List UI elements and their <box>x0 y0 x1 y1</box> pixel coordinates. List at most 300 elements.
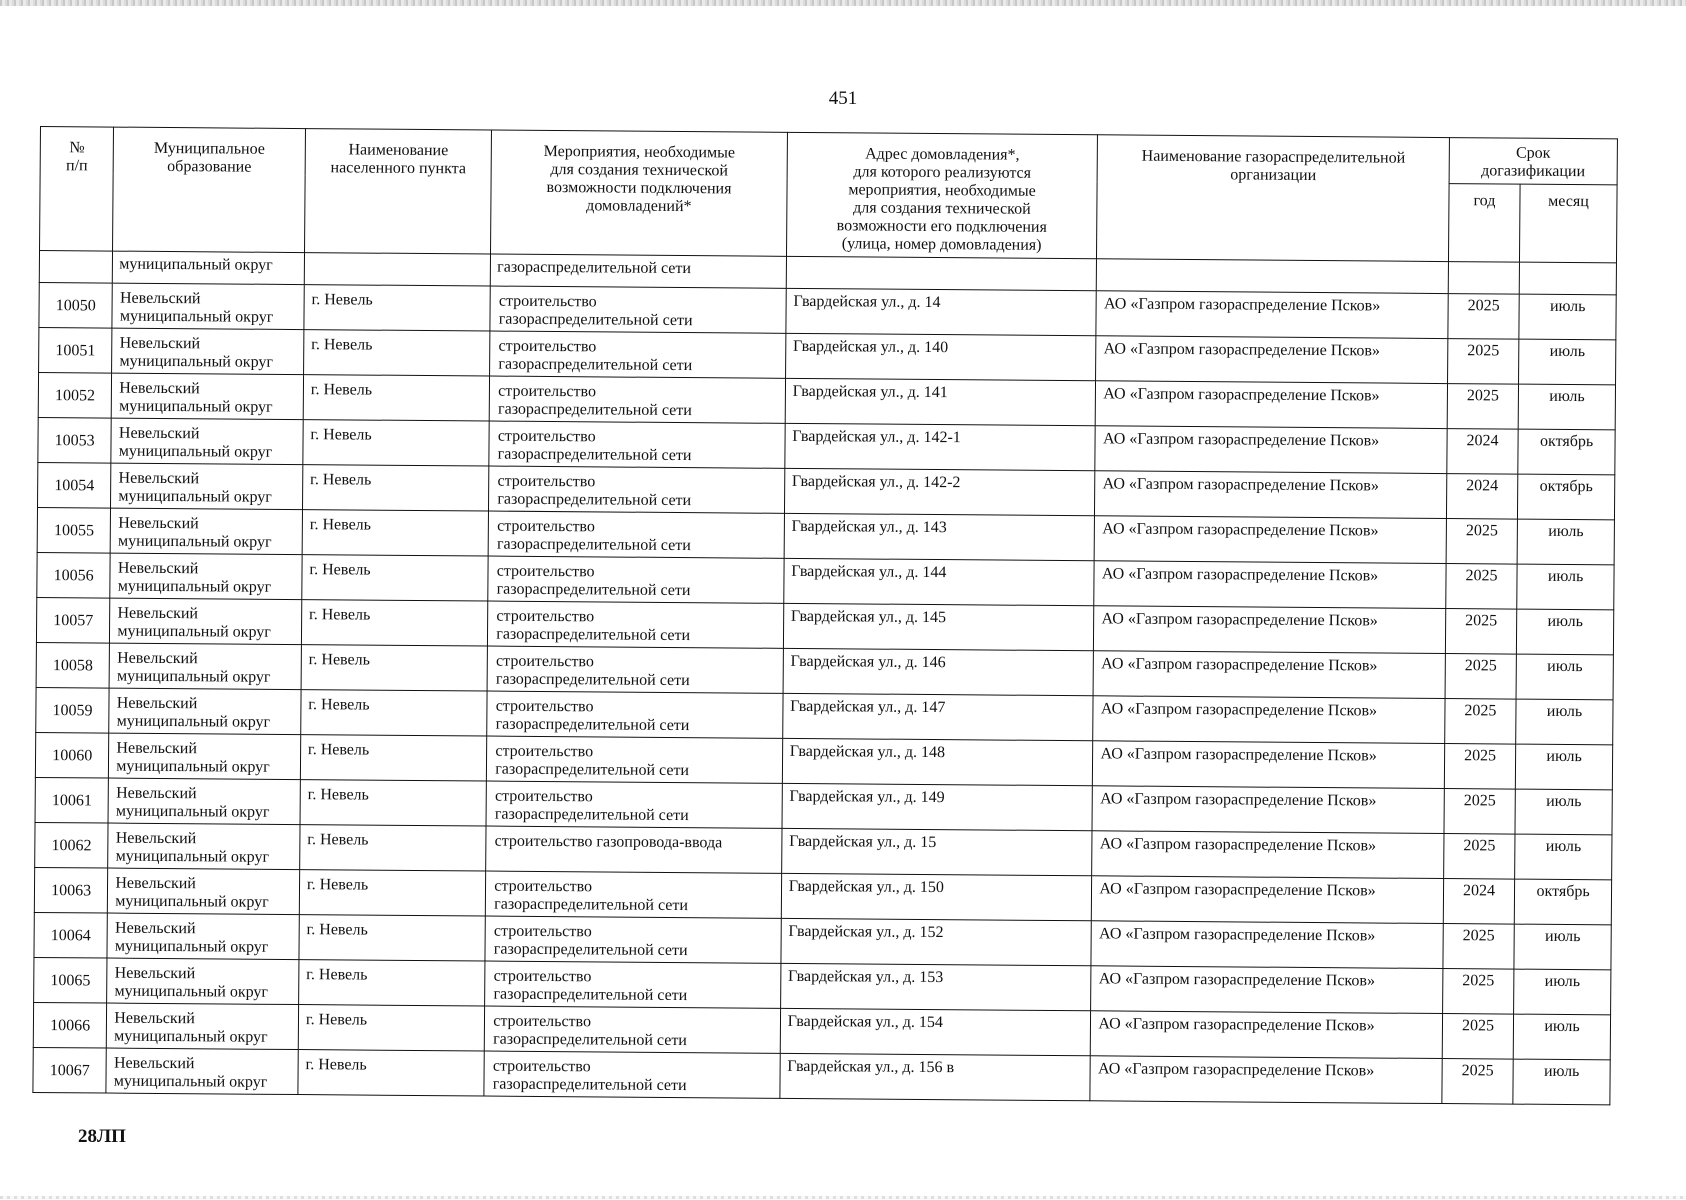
header-address-label: Адрес домовладения*, для которого реализуются мероприятия, необходимые для создания технической возможности его подключения (улица, номер домовладения) <box>836 145 1047 254</box>
row-organization-cell <box>1096 336 1448 384</box>
row-number: 10053 <box>54 432 95 450</box>
row-municipality-cell <box>109 733 301 780</box>
row-municipality-cell <box>109 688 301 735</box>
row-month: июль <box>1544 1017 1580 1036</box>
header-measures <box>491 130 787 256</box>
row-address-cell <box>783 558 1094 605</box>
row-month: октябрь <box>1540 432 1594 451</box>
row-locality: г. Невель <box>307 786 369 804</box>
row-number: 10064 <box>50 927 91 945</box>
row-locality: г. Невель <box>308 651 371 669</box>
row-locality: г. Невель <box>310 471 372 489</box>
row-measures-cell <box>486 871 782 918</box>
row-locality: г. Невель <box>307 831 369 849</box>
row-address-cell <box>783 648 1094 695</box>
row-measures: строительство газораспределительной сети <box>494 787 689 825</box>
row-year: 2025 <box>1464 702 1497 720</box>
row-locality-cell <box>303 375 490 421</box>
cont-month-cell <box>1519 262 1616 295</box>
row-locality-cell <box>299 870 486 916</box>
row-year-cell <box>1448 294 1520 340</box>
header-year <box>1448 184 1520 263</box>
row-municipality-cell <box>107 913 299 960</box>
row-measures: строительство газораспределительной сети <box>493 1012 687 1050</box>
row-address-cell <box>785 378 1096 425</box>
row-municipality-cell <box>110 508 302 555</box>
row-year-cell <box>1447 384 1519 430</box>
row-address: Гвардейская ул., д. 142-2 <box>791 472 961 492</box>
row-municipality: Невельский муниципальный округ <box>117 559 272 596</box>
row-address: Гвардейская ул., д. 150 <box>788 877 945 897</box>
row-year: 2025 <box>1467 297 1500 315</box>
row-locality-cell <box>302 510 489 556</box>
row-measures: строительство газораспределительной сети <box>493 922 688 960</box>
row-locality-cell <box>302 465 489 511</box>
cont-municipality-cell <box>113 251 305 285</box>
header-deadline <box>1449 138 1617 185</box>
row-year-cell <box>1442 969 1514 1015</box>
header-organization <box>1097 135 1449 262</box>
row-locality: г. Невель <box>309 516 372 534</box>
row-municipality-cell <box>112 283 304 330</box>
row-address: Гвардейская ул., д. 148 <box>789 742 946 762</box>
row-organization: АО «Газпром газораспределение Псков» <box>1098 970 1376 990</box>
row-month: июль <box>1549 387 1585 406</box>
row-month: октябрь <box>1536 882 1590 901</box>
row-month-cell <box>1516 654 1613 700</box>
row-measures: строительство газораспределительной сети <box>495 652 690 690</box>
row-locality-cell <box>302 555 489 601</box>
row-municipality: Невельский муниципальный округ <box>118 514 272 551</box>
row-address-cell <box>781 873 1092 920</box>
row-address-cell <box>785 333 1096 380</box>
row-year: 2025 <box>1465 567 1498 585</box>
row-locality: г. Невель <box>311 291 373 309</box>
row-organization-cell <box>1092 876 1444 924</box>
row-measures-cell <box>486 826 782 873</box>
row-municipality: Невельский муниципальный округ <box>116 739 270 776</box>
row-address-cell <box>784 468 1095 515</box>
row-measures: строительство газораспределительной сети <box>498 382 692 420</box>
row-organization: АО «Газпром газораспределение Псков» <box>1102 520 1379 540</box>
row-number-cell <box>39 282 113 328</box>
row-number: 10055 <box>53 522 95 540</box>
row-number: 10058 <box>52 657 93 675</box>
row-number: 10056 <box>53 567 94 585</box>
row-organization-cell <box>1093 696 1445 744</box>
row-organization: АО «Газпром газораспределение Псков» <box>1101 655 1378 675</box>
row-year: 2025 <box>1461 1017 1495 1035</box>
row-year: 2025 <box>1463 837 1496 855</box>
page-number: 451 <box>828 88 858 109</box>
row-municipality-cell <box>107 1003 299 1050</box>
row-number: 10060 <box>52 747 93 765</box>
row-municipality-cell <box>108 823 300 870</box>
row-organization-cell <box>1093 741 1445 789</box>
row-locality-cell <box>298 1005 485 1051</box>
row-number-cell <box>35 732 109 778</box>
row-number: 10052 <box>54 387 96 405</box>
row-number-cell <box>38 417 112 463</box>
row-number-cell <box>38 372 112 418</box>
row-locality: г. Невель <box>310 426 372 444</box>
row-organization: АО «Газпром газораспределение Псков» <box>1101 565 1379 585</box>
row-measures-cell <box>490 331 786 378</box>
row-organization-cell <box>1094 561 1446 609</box>
row-number: 10067 <box>49 1062 90 1080</box>
row-number-cell <box>34 867 108 913</box>
row-month-cell <box>1515 789 1612 835</box>
scan-edge-top <box>0 0 1686 6</box>
row-organization: АО «Газпром газораспределение Псков» <box>1100 745 1377 765</box>
row-month: июль <box>1544 972 1581 991</box>
row-address-cell <box>781 918 1092 965</box>
row-month: июль <box>1545 837 1582 856</box>
row-locality-cell <box>298 960 485 1006</box>
row-address: Гвардейская ул., д. 145 <box>790 607 947 627</box>
row-locality-cell <box>299 915 486 961</box>
row-number-cell <box>36 597 110 643</box>
row-year: 2025 <box>1467 342 1500 360</box>
row-municipality: Невельский муниципальный округ <box>119 289 274 326</box>
row-number: 10066 <box>50 1017 91 1035</box>
row-number-cell <box>33 1047 107 1093</box>
row-organization: АО «Газпром газораспределение Псков» <box>1099 880 1376 900</box>
row-address: Гвардейская ул., д. 141 <box>792 382 948 402</box>
row-number: 10050 <box>55 297 96 315</box>
row-measures-cell <box>489 466 785 513</box>
row-number-cell <box>34 957 108 1003</box>
cont-municipality: муниципальный округ <box>119 255 273 274</box>
cont-address-cell <box>786 256 1097 290</box>
row-number-cell <box>35 822 109 868</box>
row-locality-cell <box>300 735 487 781</box>
row-locality: г. Невель <box>307 741 370 759</box>
row-month-cell <box>1519 294 1616 340</box>
row-locality: г. Невель <box>309 561 371 579</box>
row-year-cell <box>1443 834 1515 880</box>
row-number-cell <box>36 687 110 733</box>
row-measures: строительство газораспределительной сети <box>496 517 691 555</box>
row-municipality-cell <box>112 373 304 420</box>
row-month: июль <box>1547 567 1584 586</box>
row-year: 2024 <box>1466 432 1499 450</box>
row-year-cell <box>1443 924 1515 970</box>
row-address-cell <box>782 693 1093 740</box>
row-month: июль <box>1548 522 1584 541</box>
row-month-cell <box>1514 969 1611 1015</box>
row-year-cell <box>1442 1059 1514 1105</box>
row-locality-cell <box>301 600 488 646</box>
row-organization: АО «Газпром газораспределение Псков» <box>1101 610 1378 630</box>
row-measures: строительство газораспределительной сети <box>498 337 693 375</box>
row-address: Гвардейская ул., д. 147 <box>790 697 946 717</box>
row-organization: АО «Газпром газораспределение Псков» <box>1099 925 1376 945</box>
cont-measures-cell <box>491 254 787 288</box>
row-year-cell <box>1447 339 1519 385</box>
row-month: июль <box>1546 747 1582 766</box>
row-address-cell <box>786 288 1097 335</box>
row-measures-cell <box>488 511 784 558</box>
row-organization-cell <box>1092 786 1444 834</box>
row-measures-cell <box>490 286 786 333</box>
row-number: 10061 <box>51 792 92 810</box>
row-year: 2025 <box>1463 792 1496 810</box>
row-organization-cell <box>1093 651 1445 699</box>
row-address: Гвардейская ул., д. 154 <box>787 1012 943 1032</box>
header-year-label: год <box>1473 192 1496 210</box>
gasification-table <box>32 126 1618 1105</box>
row-organization: АО «Газпром газораспределение Псков» <box>1099 835 1377 855</box>
row-municipality-cell <box>108 778 300 825</box>
row-locality: г. Невель <box>306 876 369 894</box>
cont-measures: газораспределительной сети <box>497 258 692 278</box>
row-municipality: Невельский муниципальный округ <box>119 379 273 416</box>
row-year-cell <box>1446 519 1518 565</box>
row-municipality: Невельский муниципальный округ <box>115 874 269 911</box>
row-measures: строительство газораспределительной сети <box>493 967 688 1005</box>
row-month-cell <box>1518 474 1615 520</box>
row-month-cell <box>1517 564 1614 610</box>
row-organization-cell <box>1091 966 1443 1014</box>
row-organization-cell <box>1091 921 1443 969</box>
row-locality: г. Невель <box>308 696 370 714</box>
row-municipality: Невельский муниципальный округ <box>115 784 270 821</box>
row-year: 2024 <box>1466 477 1499 495</box>
row-month-cell <box>1517 609 1614 655</box>
row-number: 10057 <box>53 612 94 630</box>
row-measures: строительство газораспределительной сети <box>494 877 689 915</box>
row-measures-cell <box>485 961 781 1008</box>
row-measures-cell <box>489 376 785 423</box>
row-municipality: Невельский муниципальный округ <box>113 1054 268 1091</box>
row-locality: г. Невель <box>308 606 371 624</box>
row-municipality: Невельский муниципальный округ <box>117 604 271 641</box>
row-year-cell <box>1445 609 1517 655</box>
row-number-cell <box>39 327 113 373</box>
row-municipality: Невельский муниципальный округ <box>114 1009 268 1046</box>
row-number: 10051 <box>55 342 96 360</box>
row-measures: строительство газораспределительной сети <box>495 742 690 780</box>
row-number-cell <box>34 912 108 958</box>
row-number-cell <box>33 1002 107 1048</box>
document-code: 28ЛП <box>78 1126 126 1147</box>
row-address: Гвардейская ул., д. 140 <box>792 337 949 357</box>
row-municipality: Невельский муниципальный округ <box>118 424 273 461</box>
row-organization: АО «Газпром газораспределение Псков» <box>1097 1060 1375 1080</box>
row-month-cell <box>1518 384 1615 430</box>
row-measures: строительство газораспределительной сети <box>498 292 693 330</box>
row-address: Гвардейская ул., д. 144 <box>791 562 947 582</box>
row-municipality: Невельский муниципальный округ <box>116 694 271 731</box>
header-municipality-label: Муниципальное образование <box>153 139 266 176</box>
row-organization-cell <box>1092 831 1444 879</box>
row-locality: г. Невель <box>305 1056 367 1074</box>
row-address-cell <box>782 738 1093 785</box>
row-address: Гвардейская ул., д. 146 <box>790 652 946 672</box>
row-organization: АО «Газпром газораспределение Псков» <box>1103 340 1380 360</box>
row-year-cell <box>1443 879 1515 925</box>
row-locality-cell <box>298 1050 485 1096</box>
header-deadline-label: Срок догазификации <box>1481 144 1586 181</box>
row-number: 10062 <box>51 837 92 855</box>
row-address-cell <box>780 1008 1091 1055</box>
scan-edge-bottom <box>0 1196 1686 1199</box>
row-year: 2025 <box>1464 747 1497 765</box>
row-measures-cell <box>488 556 784 603</box>
header-locality-label: Наименование населенного пункта <box>330 141 467 178</box>
row-municipality-cell <box>109 643 301 690</box>
row-month-cell <box>1513 1059 1610 1105</box>
row-measures: строительство газораспределительной сети <box>497 427 692 465</box>
row-locality-cell <box>303 420 490 466</box>
row-number-cell <box>35 777 109 823</box>
row-month-cell <box>1515 744 1612 790</box>
row-municipality-cell <box>107 958 299 1005</box>
row-locality-cell <box>300 780 487 826</box>
row-month: июль <box>1549 297 1586 316</box>
row-measures-cell <box>485 1006 781 1053</box>
row-month: июль <box>1547 657 1583 676</box>
row-organization: АО «Газпром газораспределение Псков» <box>1100 700 1378 720</box>
row-measures-cell <box>489 421 785 468</box>
row-organization: АО «Газпром газораспределение Псков» <box>1102 475 1379 495</box>
cont-organization-cell <box>1097 259 1449 294</box>
row-measures: строительство газораспределительной сети <box>497 472 692 510</box>
header-organization-label: Наименование газораспределительной организации <box>1141 147 1406 185</box>
row-month: октябрь <box>1539 477 1593 496</box>
row-address-cell <box>782 783 1093 830</box>
row-year-cell <box>1444 744 1516 790</box>
row-measures-cell <box>485 916 781 963</box>
row-locality-cell <box>301 690 488 736</box>
row-address: Гвардейская ул., д. 149 <box>789 787 945 807</box>
row-year: 2025 <box>1465 612 1498 630</box>
row-address: Гвардейская ул., д. 152 <box>788 922 944 942</box>
row-measures-cell <box>487 736 783 783</box>
row-month-cell <box>1513 1014 1610 1060</box>
row-municipality: Невельский муниципальный округ <box>114 919 269 956</box>
row-month: июль <box>1544 927 1581 946</box>
row-month-cell <box>1514 924 1611 970</box>
row-month: июль <box>1543 1062 1580 1081</box>
row-locality-cell <box>301 645 488 691</box>
row-address-cell <box>780 1053 1091 1100</box>
row-locality-cell <box>303 330 490 376</box>
row-municipality-cell <box>111 418 303 465</box>
row-month: июль <box>1547 612 1584 631</box>
row-municipality-cell <box>112 328 304 375</box>
row-measures-cell <box>488 601 784 648</box>
row-month-cell <box>1519 339 1616 385</box>
row-municipality-cell <box>110 598 302 645</box>
row-address-cell <box>780 963 1091 1010</box>
row-month-cell <box>1514 879 1611 925</box>
row-month-cell <box>1518 429 1615 475</box>
row-organization-cell <box>1095 426 1447 474</box>
cont-year-cell <box>1448 262 1520 295</box>
row-municipality-cell <box>111 463 303 510</box>
row-year-cell <box>1445 699 1517 745</box>
row-month: июль <box>1546 702 1583 721</box>
row-measures-cell <box>486 781 782 828</box>
row-number: 10054 <box>54 477 95 495</box>
row-year: 2025 <box>1466 387 1499 405</box>
row-municipality-cell <box>108 868 300 915</box>
row-measures: строительство газопровода-ввода <box>494 832 723 852</box>
row-number-cell <box>38 462 112 508</box>
row-municipality: Невельский муниципальный округ <box>118 469 272 506</box>
row-municipality: Невельский муниципальный округ <box>115 829 270 866</box>
row-measures-cell <box>484 1051 780 1098</box>
cont-locality-cell <box>304 253 491 286</box>
row-address: Гвардейская ул., д. 142-1 <box>792 427 961 447</box>
row-organization-cell <box>1091 1011 1443 1059</box>
row-organization: АО «Газпром газораспределение Псков» <box>1103 385 1380 405</box>
row-year-cell <box>1445 654 1517 700</box>
row-number: 10063 <box>51 882 92 900</box>
row-municipality-cell <box>106 1048 298 1095</box>
row-organization-cell <box>1095 516 1447 564</box>
row-year: 2025 <box>1461 1062 1494 1080</box>
row-organization: АО «Газпром газораспределение Псков» <box>1102 430 1380 450</box>
row-year-cell <box>1444 789 1516 835</box>
row-year: 2024 <box>1462 882 1496 900</box>
row-address: Гвардейская ул., д. 14 <box>793 292 941 312</box>
row-month-cell <box>1517 519 1614 565</box>
row-organization-cell <box>1096 381 1448 429</box>
row-address-cell <box>785 423 1096 470</box>
row-address-cell <box>783 603 1094 650</box>
row-year-cell <box>1447 429 1519 475</box>
row-locality: г. Невель <box>305 1011 368 1029</box>
header-num-label: № п/п <box>65 139 88 175</box>
row-organization: АО «Газпром газораспределение Псков» <box>1103 295 1381 315</box>
row-locality: г. Невель <box>306 921 368 939</box>
row-address: Гвардейская ул., д. 143 <box>791 517 947 537</box>
row-measures: строительство газораспределительной сети <box>495 697 690 735</box>
row-organization: АО «Газпром газораспределение Псков» <box>1098 1015 1375 1035</box>
row-number-cell <box>36 642 110 688</box>
row-measures: строительство газораспределительной сети <box>496 607 691 645</box>
row-measures-cell <box>487 691 783 738</box>
row-year: 2025 <box>1462 927 1495 945</box>
row-number: 10065 <box>50 972 91 990</box>
row-number-cell <box>37 507 111 553</box>
header-address <box>786 132 1098 258</box>
row-municipality: Невельский муниципальный округ <box>119 334 274 371</box>
header-num <box>40 127 114 252</box>
header-municipality <box>113 127 305 253</box>
row-month: июль <box>1546 792 1582 811</box>
row-organization: АО «Газпром газораспределение Псков» <box>1100 790 1377 810</box>
row-organization-cell <box>1094 606 1446 654</box>
row-address: Гвардейская ул., д. 153 <box>787 967 944 987</box>
row-measures: строительство газораспределительной сети <box>496 562 691 600</box>
row-municipality-cell <box>110 553 302 600</box>
row-locality: г. Невель <box>310 381 373 399</box>
row-municipality: Невельский муниципальный округ <box>116 649 271 686</box>
row-address: Гвардейская ул., д. 156 в <box>787 1057 955 1077</box>
row-address-cell <box>784 513 1095 560</box>
row-measures-cell <box>487 646 783 693</box>
row-year: 2025 <box>1464 657 1497 675</box>
row-address-cell <box>781 828 1092 875</box>
row-organization-cell <box>1090 1056 1442 1104</box>
row-year-cell <box>1446 564 1518 610</box>
row-year-cell <box>1442 1014 1514 1060</box>
row-municipality: Невельский муниципальный округ <box>114 964 269 1001</box>
